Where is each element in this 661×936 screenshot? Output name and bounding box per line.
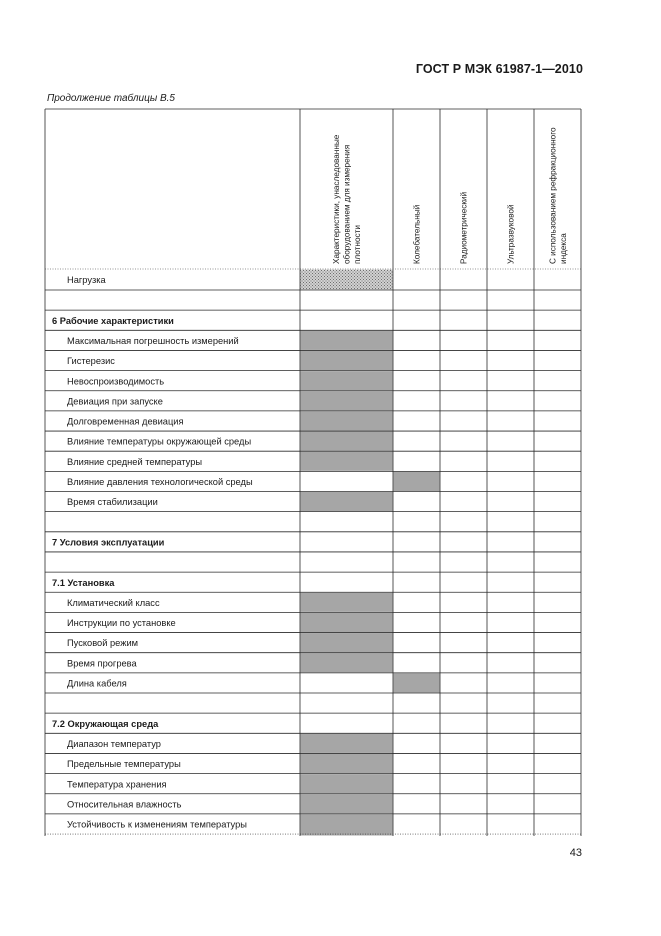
shaded-cell xyxy=(301,411,393,430)
shaded-cell xyxy=(301,794,393,813)
shaded-cell xyxy=(301,432,393,451)
column-header-inherited: плотности xyxy=(353,225,362,264)
row-label: Диапазон температур xyxy=(67,738,161,749)
column-header-radiometric: Радиометрический xyxy=(459,191,469,264)
row-label: Температура хранения xyxy=(67,779,167,790)
section-heading: 7.2 Окружающая среда xyxy=(52,718,159,729)
column-header-inherited: Характеристики, унаследованные xyxy=(332,134,341,264)
column-header-refraction: индекса xyxy=(558,233,568,264)
row-label: Относительная влажность xyxy=(67,799,182,810)
shaded-cell xyxy=(394,472,440,491)
row-label: Невоспроизводимость xyxy=(67,376,165,387)
row-label: Максимальная погрешность измерений xyxy=(67,335,239,346)
column-header-ultrasonic: Ультразвуковой xyxy=(506,204,516,264)
row-label: Время прогрева xyxy=(67,658,137,669)
row-label: Нагрузка xyxy=(67,275,106,286)
column-header-inherited: оборудованием для измерения xyxy=(342,144,352,264)
shaded-cell xyxy=(301,774,393,793)
shaded-cell xyxy=(301,391,393,410)
shaded-cell xyxy=(301,371,393,390)
shaded-cell xyxy=(301,734,393,753)
row-label: Гистерезис xyxy=(67,356,115,367)
column-header-refraction: С использованием рефракционного xyxy=(548,127,558,264)
shaded-cell xyxy=(301,754,393,773)
row-label: Влияние температуры окружающей среды xyxy=(67,436,252,447)
shaded-cell xyxy=(301,593,393,612)
shaded-cell xyxy=(301,613,393,632)
row-label: Долговременная девиация xyxy=(67,416,184,427)
row-label: Климатический класс xyxy=(67,597,160,608)
row-label: Предельные температуры xyxy=(67,759,181,770)
shaded-cell xyxy=(301,653,393,672)
shaded-cell xyxy=(301,270,393,290)
row-label: Влияние давления технологической среды xyxy=(67,477,253,488)
column-header-vibrating: Колебательный xyxy=(412,204,422,264)
shaded-cell xyxy=(301,814,393,835)
row-label: Девиация при запуске xyxy=(67,396,163,407)
row-label: Инструкции по установке xyxy=(67,618,176,629)
section-heading: 6 Рабочие характеристики xyxy=(52,315,174,326)
table-caption: Продолжение таблицы В.5 xyxy=(47,93,175,104)
shaded-cell xyxy=(394,673,440,692)
section-heading: 7 Условия эксплуатации xyxy=(52,537,165,548)
shaded-cell xyxy=(301,633,393,652)
shaded-cell xyxy=(301,351,393,370)
shaded-cell xyxy=(301,492,393,511)
row-label: Устойчивость к изменениям температуры xyxy=(67,819,247,830)
row-label: Длина кабеля xyxy=(67,678,127,689)
page-number: 43 xyxy=(569,847,582,859)
standard-id: ГОСТ Р МЭК 61987-1—2010 xyxy=(415,62,583,76)
row-label: Время стабилизации xyxy=(67,497,158,508)
shaded-cell xyxy=(301,452,393,471)
row-label: Влияние средней температуры xyxy=(67,456,203,467)
section-heading: 7.1 Установка xyxy=(52,577,115,588)
row-label: Пусковой режим xyxy=(67,638,139,649)
shaded-cell xyxy=(301,331,393,350)
